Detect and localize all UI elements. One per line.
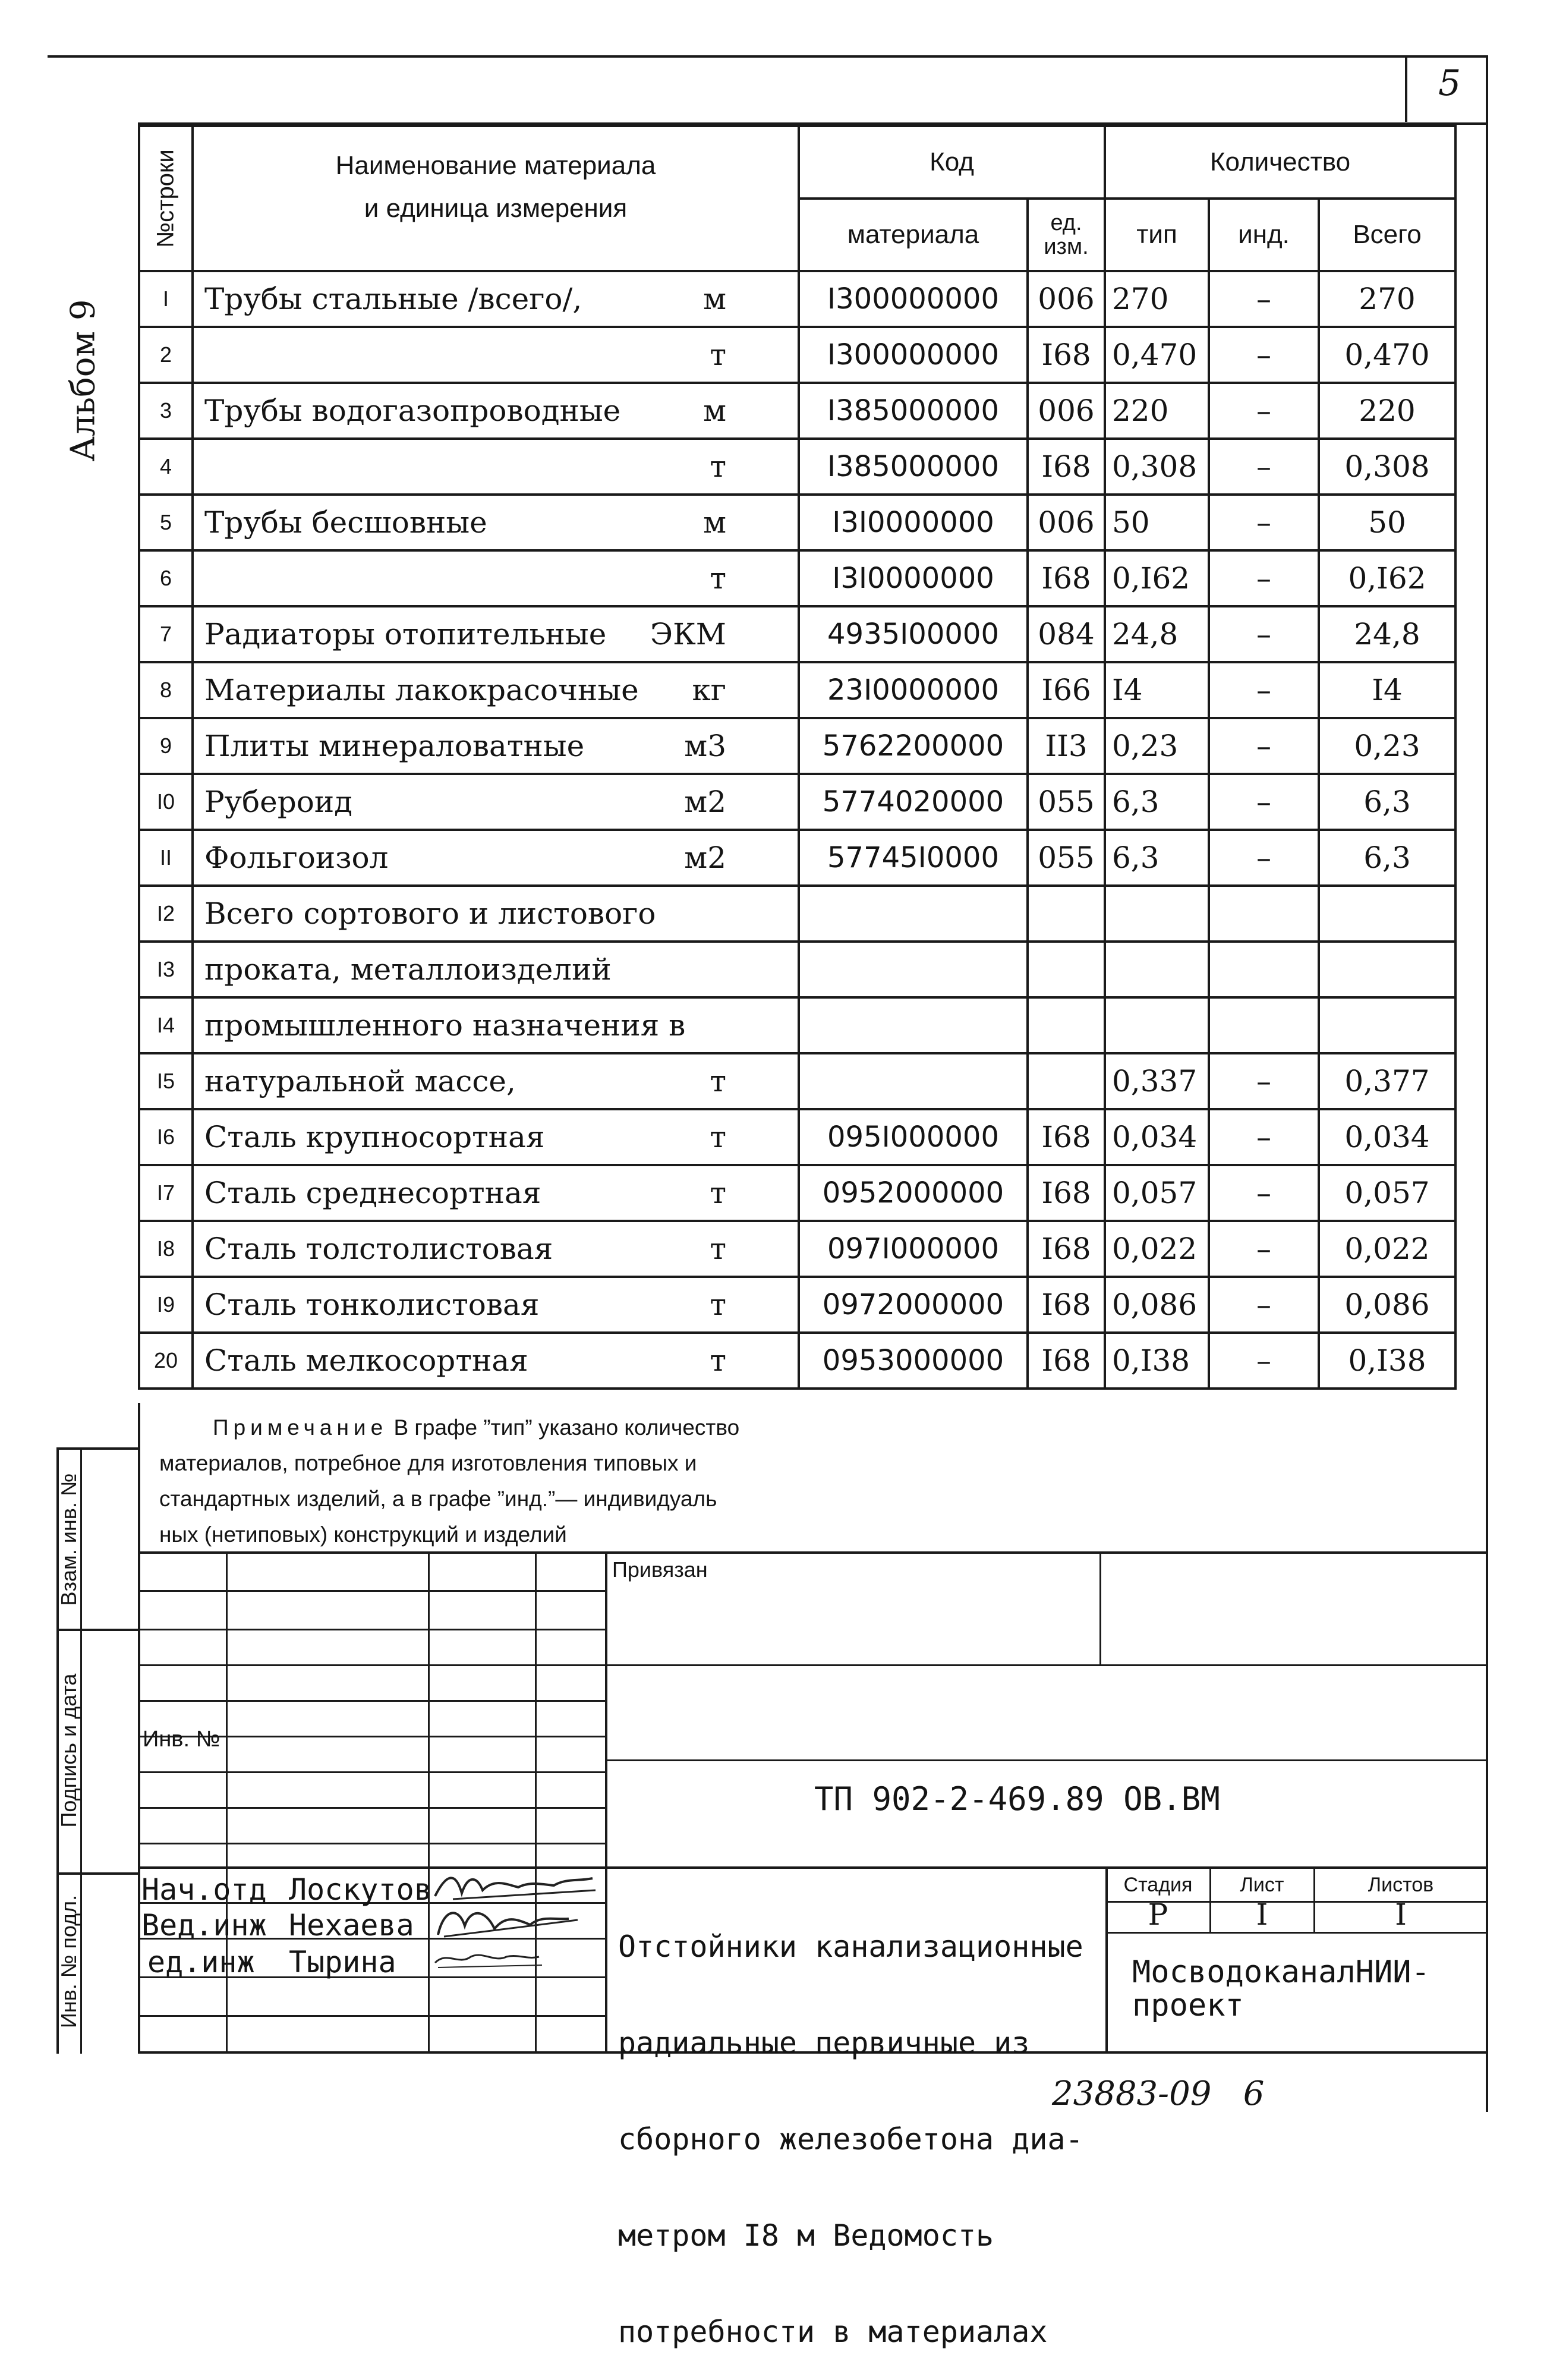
qty-ind: – [1209, 1277, 1319, 1333]
side-strip-top [56, 1447, 138, 1450]
header-code-unit: ед. изм. [1028, 199, 1105, 271]
unit-code: I68 [1028, 1165, 1105, 1221]
material-code [799, 1053, 1028, 1109]
unit-code [1028, 942, 1105, 997]
stamp-top [138, 1551, 1488, 1554]
material-name-text: Рубероид [204, 785, 352, 819]
unit-code: 006 [1028, 495, 1105, 550]
note-line4: ных (нетиповых) конструкций и изделий [159, 1522, 567, 1547]
page-number: 5 [1438, 62, 1461, 104]
material-unit: ЭКМ [650, 617, 726, 651]
qty-type: 6,3 [1105, 774, 1209, 830]
material-unit: м [703, 282, 726, 316]
qty-total: 0,470 [1319, 327, 1455, 383]
material-name [193, 718, 799, 774]
material-name-text: Сталь крупносортная [204, 1120, 545, 1154]
note-line1: В графе ”тип” указано количество [393, 1415, 740, 1440]
material-name [193, 439, 799, 495]
table-row [139, 1333, 1455, 1389]
sheet-label: Лист [1240, 1874, 1284, 1896]
side-strip-right [138, 1403, 140, 2054]
qty-total: 0,034 [1319, 1109, 1455, 1165]
qty-total: 0,022 [1319, 1221, 1455, 1277]
unit-code: II3 [1028, 718, 1105, 774]
note-block [159, 1410, 739, 1553]
material-code: 097I000000 [799, 1221, 1028, 1277]
material-name-text: Сталь мелкосортная [204, 1343, 528, 1378]
material-code: I385000000 [799, 383, 1028, 439]
material-name-text: Трубы бесшовные [204, 505, 487, 540]
material-code: I300000000 [799, 271, 1028, 327]
material-name [193, 942, 799, 997]
unit-code: I66 [1028, 662, 1105, 718]
material-name [193, 1165, 799, 1221]
signature-3 [429, 1939, 548, 1976]
qty-ind [1209, 942, 1319, 997]
material-code: 0952000000 [799, 1165, 1028, 1221]
material-name [193, 662, 799, 718]
person-name-2: Нехаева [289, 1908, 414, 1943]
table-row [139, 327, 1455, 383]
qty-total: 24,8 [1319, 606, 1455, 662]
material-code: I385000000 [799, 439, 1028, 495]
unit-code: 055 [1028, 830, 1105, 886]
qty-type: 220 [1105, 383, 1209, 439]
qty-ind: – [1209, 1165, 1319, 1221]
stage-label: Стадия [1123, 1874, 1193, 1896]
qty-ind: – [1209, 383, 1319, 439]
material-unit: т [710, 449, 726, 484]
material-name-text: Сталь тонколистовая [204, 1287, 540, 1322]
material-code: I3I0000000 [799, 495, 1028, 550]
qty-total: 50 [1319, 495, 1455, 550]
organization: МосводоканалНИИ- проект [1132, 1954, 1430, 2023]
qty-total: 220 [1319, 383, 1455, 439]
unit-code [1028, 886, 1105, 942]
unit-code: I68 [1028, 1221, 1105, 1277]
material-unit: м [703, 505, 726, 540]
row-number: I2 [139, 886, 193, 942]
row-number: I4 [139, 997, 193, 1053]
qty-type [1105, 997, 1209, 1053]
qty-total: 6,3 [1319, 774, 1455, 830]
qty-ind: – [1209, 495, 1319, 550]
qty-type: 0,337 [1105, 1053, 1209, 1109]
row-number: I8 [139, 1221, 193, 1277]
qty-ind: – [1209, 774, 1319, 830]
stamp-hline-9 [138, 1843, 605, 1844]
row-number: II [139, 830, 193, 886]
stamp-hline-8 [138, 1807, 605, 1809]
stamp-hline-6 [138, 1771, 605, 1773]
header-row-no: №строки [139, 126, 193, 271]
stamp-hline-3 [138, 1664, 1488, 1666]
row-number: I9 [139, 1277, 193, 1333]
document-title: Отстойники канализационные радиальные первичные из сборного железобетона диа- метром I8 м Ведомость потребности в материалах [618, 1929, 1083, 2349]
qty-total: 0,086 [1319, 1277, 1455, 1333]
material-code: I300000000 [799, 327, 1028, 383]
qty-type [1105, 942, 1209, 997]
qty-total: 0,057 [1319, 1165, 1455, 1221]
qty-type: 6,3 [1105, 830, 1209, 886]
qty-type: 0,022 [1105, 1221, 1209, 1277]
row-number: 20 [139, 1333, 193, 1389]
row-number: 8 [139, 662, 193, 718]
row-number: I [139, 271, 193, 327]
material-name [193, 1277, 799, 1333]
stamp-hline-4 [138, 1700, 605, 1702]
material-name [193, 1333, 799, 1389]
qty-type: 0,034 [1105, 1109, 1209, 1165]
qty-total: 270 [1319, 271, 1455, 327]
qty-ind: – [1209, 550, 1319, 606]
qty-ind: – [1209, 1053, 1319, 1109]
qty-ind: – [1209, 1333, 1319, 1389]
side-label-vzam: Взам. инв. № [56, 1473, 81, 1606]
side-label-inv-podl: Инв. № подл. [56, 1894, 81, 2029]
table-row [139, 886, 1455, 942]
material-unit: м3 [684, 729, 726, 763]
qty-total [1319, 942, 1455, 997]
material-name-text: Плиты минераловатные [204, 729, 585, 763]
material-code: 57745I0000 [799, 830, 1028, 886]
row-number: 4 [139, 439, 193, 495]
material-code: 5774020000 [799, 774, 1028, 830]
table-row [139, 774, 1455, 830]
header-code-material: материала [799, 199, 1028, 271]
material-unit: м2 [684, 840, 726, 875]
material-name-text: натуральной массе, [204, 1064, 516, 1098]
header-code: Код [799, 126, 1105, 199]
table-row [139, 662, 1455, 718]
qty-ind: – [1209, 439, 1319, 495]
unit-code: 084 [1028, 606, 1105, 662]
page-num-box-left [1405, 55, 1407, 122]
qty-total: 0,23 [1319, 718, 1455, 774]
note-line3: стандартных изделий, а в графе ”инд.”— индивидуаль [159, 1487, 717, 1511]
material-name [193, 886, 799, 942]
material-code: 23I0000000 [799, 662, 1028, 718]
table-row [139, 383, 1455, 439]
note-label: Примечание [213, 1415, 388, 1440]
qty-type: 24,8 [1105, 606, 1209, 662]
stamp-hline-14 [138, 2015, 605, 2017]
material-code: 095I000000 [799, 1109, 1028, 1165]
table-row [139, 439, 1455, 495]
material-name-text: Радиаторы отопительные [204, 617, 607, 651]
qty-ind: – [1209, 1221, 1319, 1277]
stamp-stage-hline2 [1105, 1932, 1488, 1934]
table-row [139, 1053, 1455, 1109]
row-number: 9 [139, 718, 193, 774]
side-strip-div1 [56, 1629, 138, 1631]
header-name: Наименование материала и единица измерения [193, 126, 799, 271]
material-name [193, 383, 799, 439]
material-code: 0972000000 [799, 1277, 1028, 1333]
qty-ind: – [1209, 606, 1319, 662]
material-name [193, 1109, 799, 1165]
qty-type: 0,470 [1105, 327, 1209, 383]
unit-code [1028, 997, 1105, 1053]
material-name-text: Сталь среднесортная [204, 1176, 541, 1210]
stamp-hline-7 [605, 1759, 1488, 1761]
sheets-label: Листов [1368, 1874, 1434, 1896]
album-label: Альбом 9 [64, 299, 103, 462]
table-row [139, 606, 1455, 662]
side-strip-div2 [56, 1872, 138, 1875]
row-number: 2 [139, 327, 193, 383]
qty-total: 0,377 [1319, 1053, 1455, 1109]
person-role-2: Вед.инж [141, 1908, 267, 1943]
stamp-vline-2 [428, 1551, 430, 2054]
qty-total [1319, 997, 1455, 1053]
material-code: I3I0000000 [799, 550, 1028, 606]
person-role-3: ед.инж [147, 1945, 255, 1979]
table-row [139, 1165, 1455, 1221]
stamp-vline-4 [605, 1551, 607, 2054]
table-row [139, 830, 1455, 886]
row-number: I3 [139, 942, 193, 997]
header-qty-type: тип [1105, 199, 1209, 271]
qty-type: 0,23 [1105, 718, 1209, 774]
qty-ind: – [1209, 718, 1319, 774]
unit-code: I68 [1028, 550, 1105, 606]
material-name-text: Всего сортового и листового [204, 896, 656, 931]
material-name [193, 997, 799, 1053]
row-number: I0 [139, 774, 193, 830]
material-name-text: Фольгоизол [204, 840, 389, 875]
table-row [139, 718, 1455, 774]
table-row [139, 1277, 1455, 1333]
material-unit: т [710, 1176, 726, 1210]
qty-ind: – [1209, 1109, 1319, 1165]
material-unit: м [703, 393, 726, 428]
qty-ind [1209, 997, 1319, 1053]
material-name [193, 1053, 799, 1109]
material-code [799, 886, 1028, 942]
table-row [139, 1221, 1455, 1277]
stamp-hline-2 [138, 1629, 605, 1630]
qty-total: 0,I38 [1319, 1333, 1455, 1389]
table-row [139, 495, 1455, 550]
stamp-hline-1 [138, 1590, 605, 1592]
materials-table [138, 125, 1457, 1390]
material-name-text: Сталь толстолистовая [204, 1232, 553, 1266]
header-qty-ind: инд. [1209, 199, 1319, 271]
material-name [193, 550, 799, 606]
material-name-text: проката, металлоизделий [204, 952, 612, 987]
qty-type: 50 [1105, 495, 1209, 550]
bottom-archive-number: 23883-09 6 [1052, 2074, 1265, 2113]
unit-code: I68 [1028, 327, 1105, 383]
person-name-1: Лоскутов [289, 1872, 432, 1907]
material-code: 4935I00000 [799, 606, 1028, 662]
material-unit: кг [692, 673, 726, 707]
stage-value: Р [1148, 1897, 1168, 1932]
material-name-text: Трубы стальные /всего/, [204, 282, 582, 316]
qty-type: 270 [1105, 271, 1209, 327]
material-name [193, 606, 799, 662]
qty-total [1319, 886, 1455, 942]
privyazan-label: Привязан [612, 1557, 708, 1582]
header-quantity: Количество [1105, 126, 1455, 199]
signature-2 [429, 1902, 607, 1939]
qty-ind: – [1209, 830, 1319, 886]
material-code: 5762200000 [799, 718, 1028, 774]
row-number: 5 [139, 495, 193, 550]
qty-total: I4 [1319, 662, 1455, 718]
material-code [799, 997, 1028, 1053]
qty-type: 0,I62 [1105, 550, 1209, 606]
inv-no-label: Инв. № [143, 1727, 220, 1752]
row-number: I7 [139, 1165, 193, 1221]
qty-ind: – [1209, 662, 1319, 718]
unit-code: I68 [1028, 1277, 1105, 1333]
material-unit: т [710, 1120, 726, 1154]
row-number: I5 [139, 1053, 193, 1109]
material-code [799, 942, 1028, 997]
qty-total: 0,I62 [1319, 550, 1455, 606]
stamp-vline-privyazan [1099, 1551, 1101, 1664]
material-unit: т [710, 1343, 726, 1378]
table-row [139, 1109, 1455, 1165]
qty-type: 0,I38 [1105, 1333, 1209, 1389]
material-name [193, 774, 799, 830]
material-unit: м2 [684, 785, 726, 819]
unit-code: I68 [1028, 439, 1105, 495]
unit-code: I68 [1028, 1333, 1105, 1389]
sheets-value: I [1395, 1897, 1407, 1932]
table-row [139, 271, 1455, 327]
document-code: ТП 902-2-469.89 ОВ.ВМ [814, 1780, 1220, 1818]
material-unit: т [710, 1064, 726, 1098]
side-label-podpis: Подпись и дата [56, 1673, 81, 1828]
material-unit: т [710, 1287, 726, 1322]
table-row [139, 550, 1455, 606]
row-number: 7 [139, 606, 193, 662]
person-name-3: Тырина [289, 1945, 396, 1979]
table-row [139, 942, 1455, 997]
signature-1 [429, 1866, 607, 1903]
qty-type: 0,308 [1105, 439, 1209, 495]
material-unit: т [710, 338, 726, 372]
qty-total: 6,3 [1319, 830, 1455, 886]
stamp-vline-3 [535, 1551, 537, 2054]
qty-type: 0,057 [1105, 1165, 1209, 1221]
unit-code [1028, 1053, 1105, 1109]
qty-ind: – [1209, 271, 1319, 327]
qty-type: I4 [1105, 662, 1209, 718]
row-number: I6 [139, 1109, 193, 1165]
qty-total: 0,308 [1319, 439, 1455, 495]
right-frame [1486, 55, 1488, 2112]
unit-code: I68 [1028, 1109, 1105, 1165]
material-unit: т [710, 561, 726, 596]
note-line2: материалов, потребное для изготовления типовых и [159, 1451, 697, 1475]
qty-type: 0,086 [1105, 1277, 1209, 1333]
top-rule [48, 55, 1486, 58]
material-name [193, 1221, 799, 1277]
person-role-1: Нач.отд [141, 1872, 267, 1907]
unit-code: 006 [1028, 271, 1105, 327]
header-qty-total: Всего [1319, 199, 1455, 271]
material-unit: т [710, 1232, 726, 1266]
row-number: 6 [139, 550, 193, 606]
table-row [139, 997, 1455, 1053]
material-name [193, 495, 799, 550]
material-name-text: промышленного назначения в [204, 1008, 686, 1043]
qty-ind [1209, 886, 1319, 942]
material-code: 0953000000 [799, 1333, 1028, 1389]
material-name [193, 830, 799, 886]
material-name [193, 271, 799, 327]
row-number: 3 [139, 383, 193, 439]
unit-code: 055 [1028, 774, 1105, 830]
unit-code: 006 [1028, 383, 1105, 439]
material-name [193, 327, 799, 383]
sheet-value: I [1256, 1897, 1268, 1932]
qty-type [1105, 886, 1209, 942]
material-name-text: Трубы водогазопроводные [204, 393, 621, 428]
qty-ind: – [1209, 327, 1319, 383]
material-name-text: Материалы лакокрасочные [204, 673, 639, 707]
